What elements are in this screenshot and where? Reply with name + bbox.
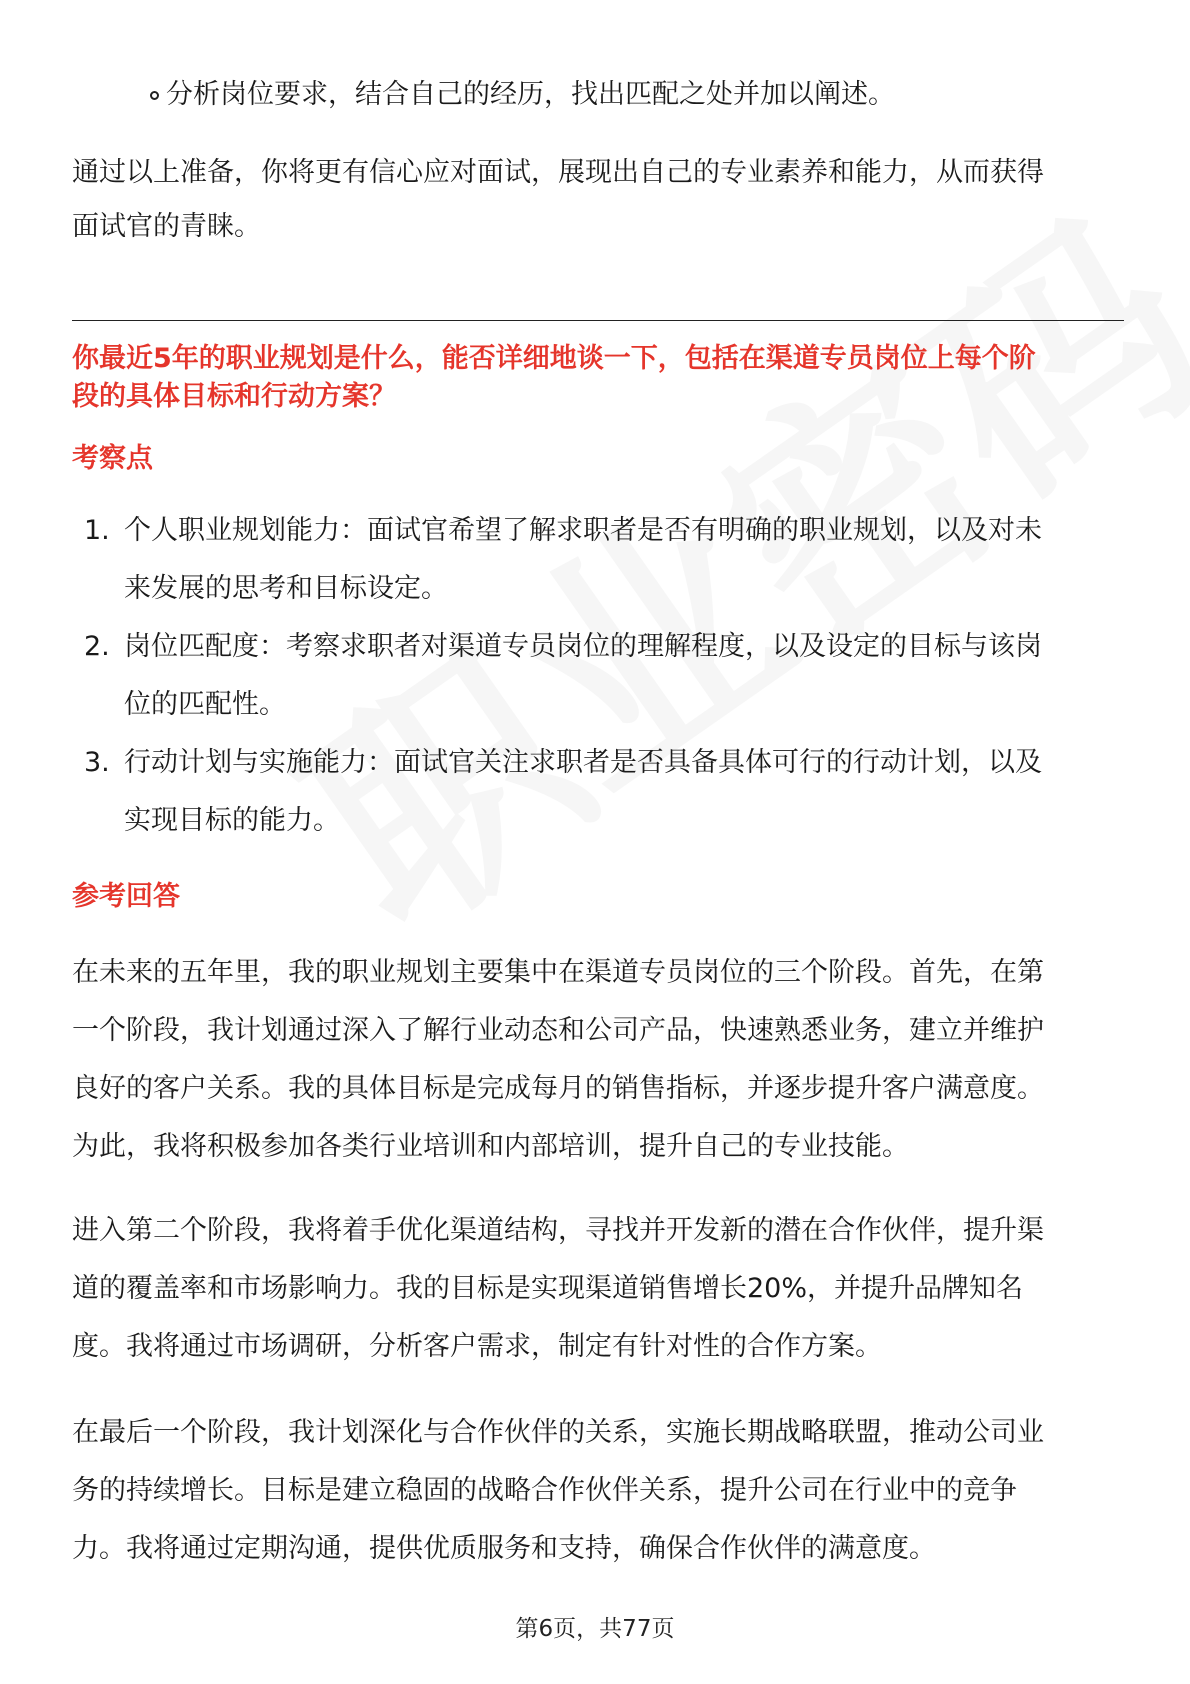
answer-p3-line: 在最后一个阶段，我计划深化与合作伙伴的关系，实施长期战略联盟，推动公司业 (72, 1417, 1044, 1448)
focus-item-1-line-1: 个人职业规划能力：面试官希望了解求职者是否有明确的职业规划，以及对未 (124, 515, 1042, 546)
page-footer: 第6页，共77页 (515, 1616, 675, 1642)
focus-item-number: 3. (84, 747, 110, 778)
closing-line-1: 通过以上准备，你将更有信心应对面试，展现出自己的专业素养和能力，从而获得 (72, 157, 1044, 188)
bullet-circle-icon (150, 91, 159, 100)
section-divider (72, 320, 1124, 321)
answer-p1-line: 良好的客户关系。我的具体目标是完成每月的销售指标，并逐步提升客户满意度。 (72, 1073, 1044, 1104)
bullet-item-text: 分析岗位要求，结合自己的经历，找出匹配之处并加以阐述。 (166, 79, 895, 110)
answer-p2-line: 进入第二个阶段，我将着手优化渠道结构，寻找并开发新的潜在合作伙伴，提升渠 (72, 1215, 1044, 1246)
focus-item-3-line-2: 实现目标的能力。 (124, 805, 340, 836)
focus-item-2-line-2: 位的匹配性。 (124, 689, 286, 720)
question-line-1: 你最近5年的职业规划是什么，能否详细地谈一下，包括在渠道专员岗位上每个阶 (72, 343, 1036, 374)
focus-heading: 考察点 (72, 443, 153, 474)
focus-item-3-line-1: 行动计划与实施能力：面试官关注求职者是否具备具体可行的行动计划，以及 (124, 747, 1042, 778)
answer-p2-line: 道的覆盖率和市场影响力。我的目标是实现渠道销售增长20%，并提升品牌知名 (72, 1273, 1024, 1304)
focus-item-2-line-1: 岗位匹配度：考察求职者对渠道专员岗位的理解程度，以及设定的目标与该岗 (124, 631, 1042, 662)
answer-p1-line: 为此，我将积极参加各类行业培训和内部培训，提升自己的专业技能。 (72, 1131, 909, 1162)
answer-p2-line: 度。我将通过市场调研，分析客户需求，制定有针对性的合作方案。 (72, 1331, 882, 1362)
closing-line-2: 面试官的青睐。 (72, 211, 261, 242)
question-line-2: 段的具体目标和行动方案？ (72, 381, 396, 412)
focus-item-number: 2. (84, 631, 110, 662)
answer-p3-line: 务的持续增长。目标是建立稳固的战略合作伙伴关系，提升公司在行业中的竞争 (72, 1475, 1017, 1506)
answer-p1-line: 在未来的五年里，我的职业规划主要集中在渠道专员岗位的三个阶段。首先，在第 (72, 957, 1044, 988)
answer-p1-line: 一个阶段，我计划通过深入了解行业动态和公司产品，快速熟悉业务，建立并维护 (72, 1015, 1044, 1046)
focus-item-number: 1. (84, 515, 110, 546)
answer-heading: 参考回答 (72, 881, 180, 912)
answer-p3-line: 力。我将通过定期沟通，提供优质服务和支持，确保合作伙伴的满意度。 (72, 1533, 936, 1564)
focus-item-1-line-2: 来发展的思考和目标设定。 (124, 573, 448, 604)
